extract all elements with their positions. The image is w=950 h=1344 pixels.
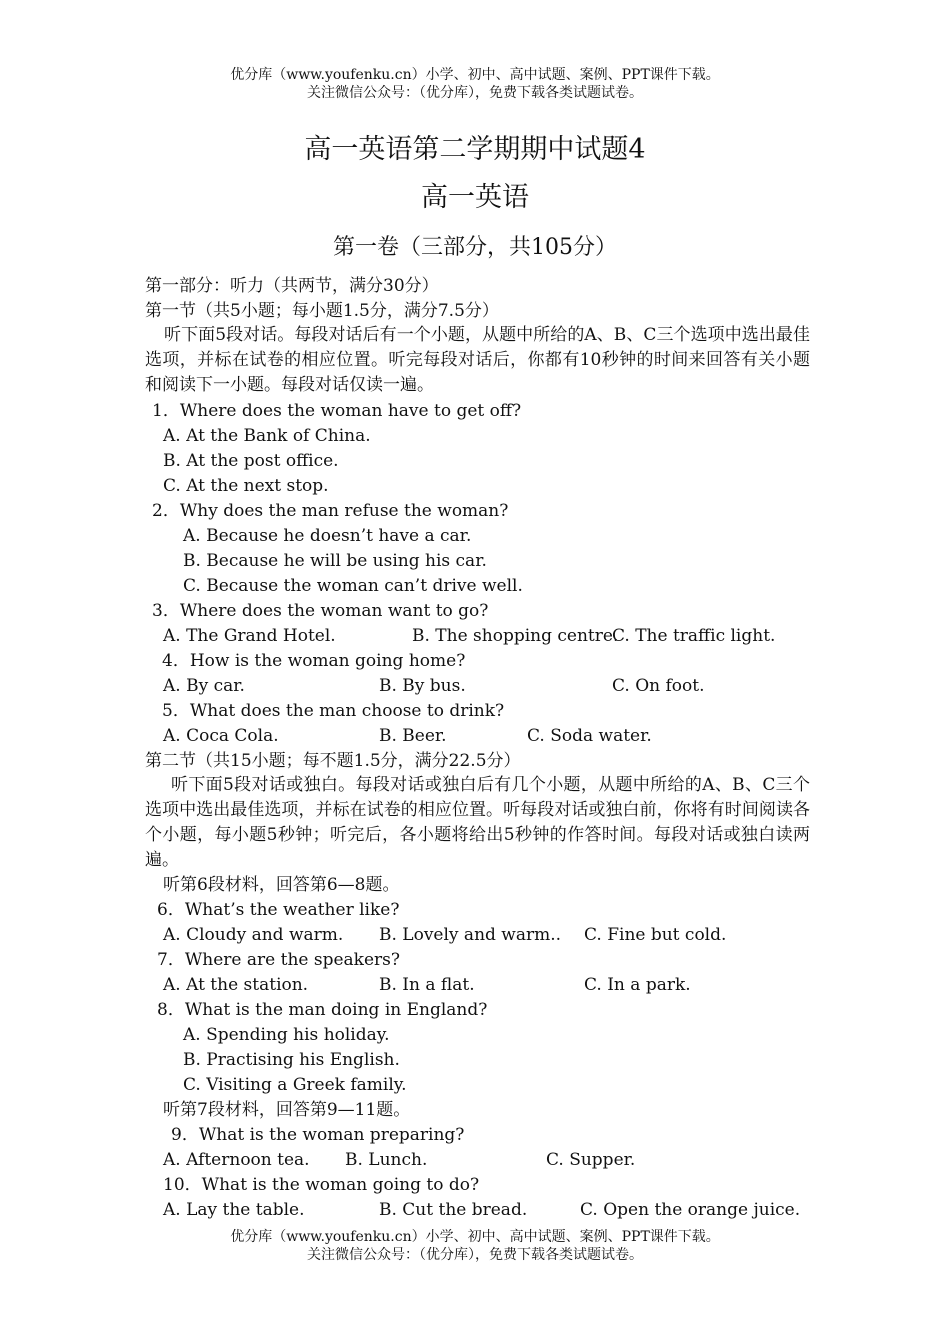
exam-title: 高一英语第二学期期中试题4	[304, 134, 646, 165]
footer-line-1: 优分库（www.youfenku.cn）小学、初中、高中试题、案例、PPT课件下载。	[230, 1229, 720, 1245]
q6-option-a: A. Cloudy and warm.	[163, 925, 344, 945]
q1-option-a: A. At the Bank of China.	[163, 426, 371, 446]
q7-option-c: C. In a park.	[584, 975, 691, 995]
q8-option-a: A. Spending his holiday.	[183, 1025, 390, 1045]
q4-option-a: A. By car.	[163, 676, 245, 696]
page-footer	[0, 1228, 950, 1264]
header-line-1: 优分库（www.youfenku.cn）小学、初中、高中试题、案例、PPT课件下载。	[230, 67, 720, 83]
q9-option-c: C. Supper.	[546, 1150, 636, 1170]
q6-option-c: C. Fine but cold.	[584, 925, 727, 945]
q2-option-c: C. Because the woman can’t drive well.	[183, 576, 523, 596]
q10-option-a: A. Lay the table.	[163, 1200, 305, 1220]
section1-instructions: 听下面5段对话。每段对话后有一个小题，从题中所给的A、B、C三个选项中选出最佳选项，并标在试卷的相应位置。听完每段对话后，你都有10秒钟的时间来回答有关小题和阅读下一小题。每段对话仅读一遍。	[145, 325, 810, 395]
q5-option-b: B. Beer.	[379, 726, 447, 746]
q7-option-b: B. In a flat.	[379, 975, 475, 995]
q3-option-c: C. The traffic light.	[612, 626, 776, 646]
q7-option-a: A. At the station.	[163, 975, 309, 995]
question-5: 5．What does the man choose to drink?	[162, 701, 505, 721]
header-line-2: 关注微信公众号：（优分库），免费下载各类试题试卷。	[307, 85, 643, 101]
q2-option-a: A. Because he doesn’t have a car.	[183, 526, 472, 546]
q6-option-b: B. Lovely and warm..	[379, 925, 562, 945]
section1-heading: 第一节（共5小题；每小题1.5分，满分7.5分）	[145, 301, 499, 321]
exam-subject: 高一英语	[421, 182, 529, 213]
q3-option-b: B. The shopping centre.	[412, 626, 619, 646]
question-8: 8．What is the man doing in England?	[157, 1000, 488, 1020]
q4-option-b: B. By bus.	[379, 676, 466, 696]
q2-option-b: B. Because he will be using his car.	[183, 551, 487, 571]
question-3: 3．Where does the woman want to go?	[152, 601, 489, 621]
volume-heading: 第一卷（三部分，共105分）	[333, 235, 617, 260]
question-9: 9．What is the woman preparing?	[171, 1125, 465, 1145]
q5-option-c: C. Soda water.	[527, 726, 652, 746]
question-6: 6．What’s the weather like?	[157, 900, 400, 920]
q3-option-a: A. The Grand Hotel.	[163, 626, 336, 646]
q8-option-b: B. Practising his English.	[183, 1050, 400, 1070]
part1-heading: 第一部分：听力（共两节，满分30分）	[145, 276, 439, 296]
question-4: 4．How is the woman going home?	[162, 651, 466, 671]
q1-option-b: B. At the post office.	[163, 451, 339, 471]
section2-heading: 第二节（共15小题；每不题1.5分，满分22.5分）	[145, 751, 521, 771]
q1-option-c: C. At the next stop.	[163, 476, 329, 496]
q9-option-a: A. Afternoon tea.	[163, 1150, 310, 1170]
question-7: 7．Where are the speakers?	[157, 950, 400, 970]
material-7-heading: 听第7段材料，回答第9—11题。	[163, 1100, 411, 1120]
q5-option-a: A. Coca Cola.	[163, 726, 279, 746]
section2-instructions: 听下面5段对话或独白。每段对话或独白后有几个小题，从题中所给的A、B、C三个选项中选出最佳选项，并标在试卷的相应位置。听每段对话或独白前，你将有时间阅读各个小题，每小题5秒钟；听完后，各小题将给出5秒钟的作答时间。每段对话或独白读两遍。	[145, 775, 810, 870]
footer-line-2: 关注微信公众号：（优分库），免费下载各类试题试卷。	[307, 1247, 643, 1263]
question-1: 1．Where does the woman have to get off?	[152, 401, 522, 421]
q10-option-c: C. Open the orange juice.	[580, 1200, 801, 1220]
q9-option-b: B. Lunch.	[345, 1150, 428, 1170]
q4-option-c: C. On foot.	[612, 676, 705, 696]
q8-option-c: C. Visiting a Greek family.	[183, 1075, 407, 1095]
material-6-heading: 听第6段材料，回答第6—8题。	[163, 875, 400, 895]
question-10: 10．What is the woman going to do?	[163, 1175, 480, 1195]
question-2: 2．Why does the man refuse the woman?	[152, 501, 509, 521]
q10-option-b: B. Cut the bread.	[379, 1200, 528, 1220]
page-header	[0, 66, 950, 102]
